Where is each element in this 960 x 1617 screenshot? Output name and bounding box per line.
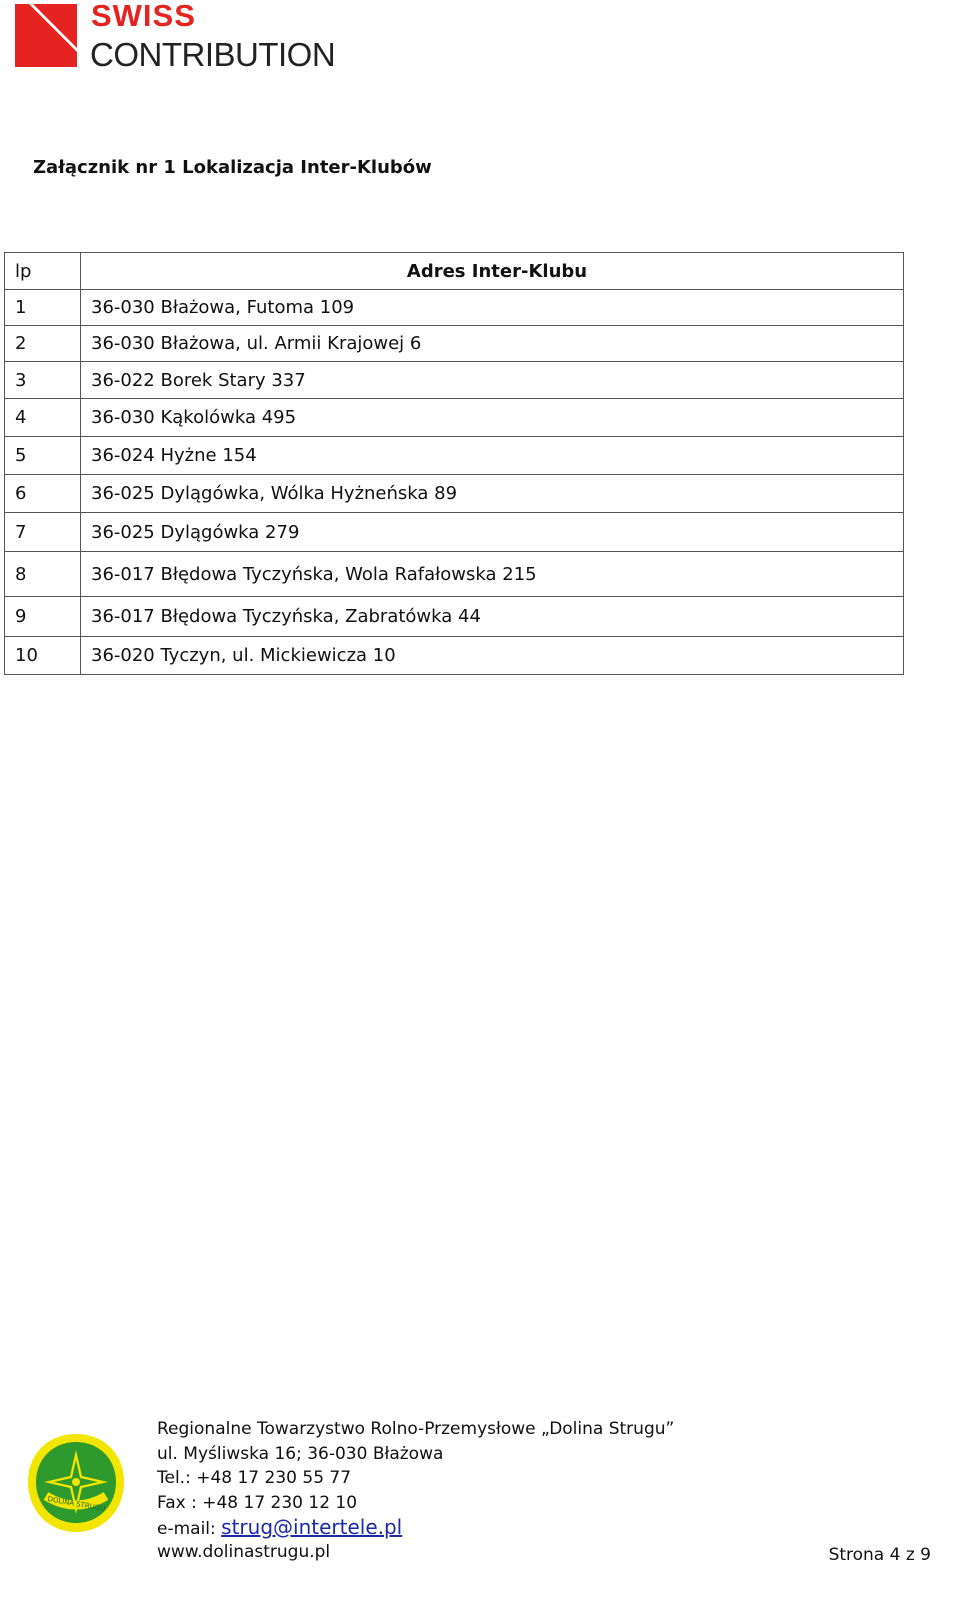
table-row bbox=[5, 552, 904, 597]
swiss-flag-icon bbox=[15, 4, 77, 67]
row-lp: 8 bbox=[5, 552, 81, 597]
footer-org: Regionalne Towarzystwo Rolno-Przemysłowe „Dolina Strugu” bbox=[157, 1419, 675, 1439]
row-lp: 1 bbox=[5, 290, 81, 326]
row-address: 36-030 Błażowa, Futoma 109 bbox=[81, 290, 904, 326]
table-row bbox=[5, 290, 904, 326]
header-lp: lp bbox=[5, 253, 81, 290]
footer-address: ul. Myśliwska 16; 36-030 Błażowa bbox=[157, 1443, 444, 1464]
logo-text-swiss: SWISS bbox=[91, 0, 196, 33]
table-row bbox=[5, 362, 904, 399]
row-lp: 7 bbox=[5, 513, 81, 552]
swiss-contribution-logo bbox=[15, 0, 336, 73]
row-lp: 5 bbox=[5, 437, 81, 475]
row-address: 36-030 Kąkolówka 495 bbox=[81, 399, 904, 437]
logo-text-contribution: CONTRIBUTION bbox=[90, 36, 336, 73]
row-lp: 4 bbox=[5, 399, 81, 437]
table-row bbox=[5, 513, 904, 552]
dolina-strugu-logo bbox=[26, 1432, 126, 1534]
footer-fax: Fax : +48 17 230 12 10 bbox=[157, 1492, 358, 1513]
row-lp: 3 bbox=[5, 362, 81, 399]
row-address: 36-030 Błażowa, ul. Armii Krajowej 6 bbox=[81, 326, 904, 362]
row-lp: 9 bbox=[5, 597, 81, 637]
row-address: 36-017 Błędowa Tyczyńska, Zabratówka 44 bbox=[81, 597, 904, 637]
row-address: 36-025 Dylągówka 279 bbox=[81, 513, 904, 552]
row-address: 36-022 Borek Stary 337 bbox=[81, 362, 904, 399]
table-row bbox=[5, 399, 904, 437]
table-row bbox=[5, 475, 904, 513]
footer-tel: Tel.: +48 17 230 55 77 bbox=[157, 1468, 352, 1488]
footer-contact bbox=[157, 1417, 674, 1564]
footer-website[interactable]: www.dolinastrugu.pl bbox=[157, 1541, 331, 1562]
row-lp: 6 bbox=[5, 475, 81, 513]
row-address: 36-017 Błędowa Tyczyńska, Wola Rafałowska 215 bbox=[81, 552, 904, 597]
header-address: Adres Inter-Klubu bbox=[81, 253, 904, 290]
footer-email-link[interactable]: strug@intertele.pl bbox=[221, 1515, 403, 1539]
document-title: Załącznik nr 1 Lokalizacja Inter-Klubów bbox=[33, 157, 432, 178]
row-address: 36-025 Dylągówka, Wólka Hyżneńska 89 bbox=[81, 475, 904, 513]
page-number: Strona 4 z 9 bbox=[828, 1545, 931, 1565]
badge-text: DOLINA STRUGU bbox=[46, 1495, 106, 1514]
address-table bbox=[4, 252, 904, 675]
footer-email-line bbox=[157, 1515, 674, 1540]
row-lp: 10 bbox=[5, 637, 81, 675]
footer-email-label: e-mail: bbox=[157, 1519, 222, 1539]
row-address: 36-024 Hyżne 154 bbox=[81, 437, 904, 475]
table-row bbox=[5, 437, 904, 475]
table-row bbox=[5, 597, 904, 637]
row-address: 36-020 Tyczyn, ul. Mickiewicza 10 bbox=[81, 637, 904, 675]
table-row bbox=[5, 637, 904, 675]
row-lp: 2 bbox=[5, 326, 81, 362]
table-row bbox=[5, 326, 904, 362]
table-header-row bbox=[5, 253, 904, 290]
